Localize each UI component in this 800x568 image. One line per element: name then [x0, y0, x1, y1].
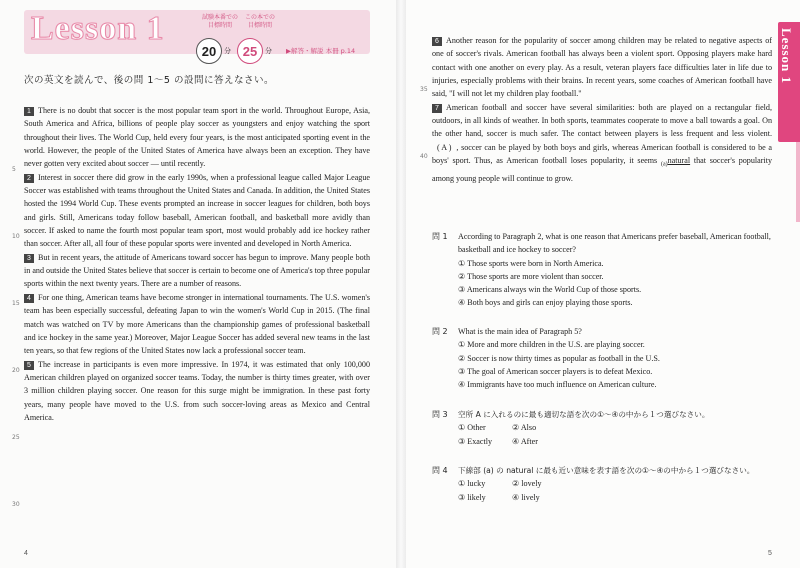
question-label: 問 1 — [432, 232, 448, 241]
target-time-label: 試験本番での 目標時間 — [201, 14, 238, 29]
option[interactable]: ④ lively — [512, 492, 540, 502]
book-time-circle: 25 — [237, 38, 263, 64]
option[interactable]: ① Other — [458, 423, 486, 433]
paragraph-5: 5 The increase in participants is even more impressive. In 1974, it was estimated that only 100,000 American children played on organized soccer teams. Today, the number is thirty times greater, with over 3 million children playing soccer. One reason for this surge might be immigration. In these past forty years, many people have moved to the U.S. from such soccer-loving areas as Mexico and Central America. — [24, 359, 370, 422]
option[interactable]: ② Also — [512, 423, 537, 433]
book-gutter — [396, 0, 406, 568]
option[interactable]: ③ The goal of American soccer players is to defeat Mexico. — [458, 366, 653, 376]
question-body: 下線部 (a) の natural に最も近い意味を表す語を次の①～④の中から１つ選びなさい。 — [458, 466, 755, 475]
option[interactable]: ③ Exactly — [458, 436, 492, 446]
paragraph-3: 3 But in recent years, the attitude of Americans toward soccer has begun to improve. Many people both in and outside the United States believe that soccer is certain to become one of America's top three popular sports within the next twenty years. There are a number of reasons. — [24, 252, 370, 289]
side-tab-accent — [796, 142, 800, 222]
question-1 — [432, 230, 772, 310]
page-number-right: 5 — [768, 550, 772, 557]
line-marker: 25 — [12, 434, 20, 441]
option-grid — [458, 477, 772, 504]
question-body: According to Paragraph 2, what is one reason that Americans prefer baseball, American football, basketball and ice hockey to soccer? — [458, 232, 771, 255]
lesson-title: Lesson 1 — [31, 10, 165, 47]
option-grid — [458, 421, 772, 448]
question-label: 問 2 — [432, 327, 448, 336]
target-time-circle: 20 — [196, 38, 222, 64]
line-marker: 30 — [12, 501, 20, 508]
option[interactable]: ④ Both boys and girls can enjoy playing those sports. — [458, 298, 633, 308]
paragraph-number: 6 — [432, 37, 442, 46]
paragraph-2: 2 Interest in soccer there did grow in the early 1990s, when a professional league called Major League Soccer was established with teams throughout the United States and Canada. In addition, the United States hosted the 1994 World Cup. These events prompted an increase in soccer leagues for children, both boys and girls. Still, Americans today follow baseball, American football, and basketball more avidly than soccer. If asked to name the fourth most popular team sport, most would probably add ice hockey rather than soccer. After all, all four of these popular sports were invented and developed in North America. — [24, 172, 370, 249]
passage-right — [432, 34, 772, 185]
paragraph-number: 1 — [24, 107, 34, 116]
underline-marker: (a) — [660, 161, 668, 168]
option[interactable]: ③ Americans always win the World Cup of those sports. — [458, 285, 642, 295]
option[interactable]: ④ Immigrants have too much influence on American culture. — [458, 380, 657, 390]
question-4 — [432, 464, 772, 504]
line-marker: 20 — [12, 367, 20, 374]
option[interactable]: ① More and more children in the U.S. are playing soccer. — [458, 340, 645, 350]
minute-unit: 分 — [265, 47, 272, 55]
time-labels — [200, 14, 280, 30]
paragraph-4: 4 For one thing, American teams have become stronger in international tournaments. The U.S. women's team has been especially successful, defeating Japan to win the women's World Cup in 2015. (The final match was watched on TV by more Americans than the championship games of professional basketball and ice hockey in the same year.) Moreover, Major League Soccer has added several new teams in the last ten years, so that few regions of the United States now lack a professional soccer team. — [24, 292, 370, 356]
side-tab-label: Lesson 1 — [779, 28, 794, 85]
question-label: 問 4 — [432, 466, 448, 475]
option[interactable]: ① Those sports were born in North America. — [458, 258, 604, 268]
paragraph-number: 4 — [24, 294, 34, 303]
question-3 — [432, 408, 772, 448]
line-marker: 40 — [420, 153, 428, 160]
paragraph-number: 7 — [432, 104, 442, 113]
question-body: 空所 A に入れるのに最も適切な語を次の①～④の中から１つ選びなさい。 — [458, 410, 710, 419]
paragraph-7: 7 American football and soccer have several similarities: both are played on a rectangular field, outdoors, in all kinds of weather. In both sports, teammates cooperate to move a ball towards a goal. On the other hand, soccer is much safer. The contact between players is less frequent and less violent. ( A ) , soccer can be played by both boys and girls, whereas American football is considered to be a boys' sport. Thus, as American football loses popularity, it seems $_{(a)}$natural that soccer's popularity among young people will continue to grow. — [432, 102, 772, 184]
book-time-label: この本での 目標時間 — [244, 14, 275, 29]
paragraph-number: 2 — [24, 174, 34, 183]
option[interactable]: ① lucky — [458, 479, 486, 489]
question-label: 問 3 — [432, 410, 448, 419]
paragraph-number: 5 — [24, 361, 34, 370]
answer-reference: ▶解答・解説 本冊 p.14 — [286, 47, 356, 55]
option[interactable]: ② Those sports are more violent than soccer. — [458, 271, 604, 281]
option[interactable]: ② lovely — [512, 479, 542, 489]
line-marker: 5 — [12, 166, 16, 173]
line-marker: 35 — [420, 86, 428, 93]
instruction: 次の英文を読んで、後の問 1～5 の設問に答えなさい。 — [24, 75, 274, 86]
page-number-left: 4 — [24, 550, 28, 557]
option[interactable]: ③ likely — [458, 492, 486, 502]
question-body: What is the main idea of Paragraph 5? — [458, 327, 582, 336]
underlined-word: natural — [667, 156, 691, 166]
question-2 — [432, 325, 772, 391]
time-row — [196, 38, 278, 64]
blank-a: ( A ) — [437, 142, 452, 152]
paragraph-number: 3 — [24, 254, 34, 263]
paragraph-1: 1 There is no doubt that soccer is the most popular team sport in the world. Throughout Europe, Asia, South America and Africa, billions of people play soccer as youngsters and enjoy watching the sport throughout their lives. The World Cup, held every four years, is the most anticipated sporting event in the world. However, the people of the United States of America have always been an exception. They have never gotten very excited about soccer — until recently. — [24, 106, 370, 169]
paragraph-6: 6 Another reason for the popularity of soccer among children may be related to negative aspects of one of soccer's rivals. American football has always been a violent sport. Opposing players make hard contact with one another on every play. As a result, veteran players face difficulties later in life due to injuries, especially problems with their brains. In recent years, some coaches of American football have said, "I will not let my children play football." — [432, 36, 772, 99]
option[interactable]: ④ After — [512, 436, 538, 446]
option[interactable]: ② Soccer is now thirty times as popular as football in the U.S. — [458, 353, 660, 363]
passage-left — [24, 104, 370, 424]
line-marker: 10 — [12, 233, 20, 240]
minute-unit: 分 — [224, 47, 231, 55]
line-marker: 15 — [12, 300, 20, 307]
